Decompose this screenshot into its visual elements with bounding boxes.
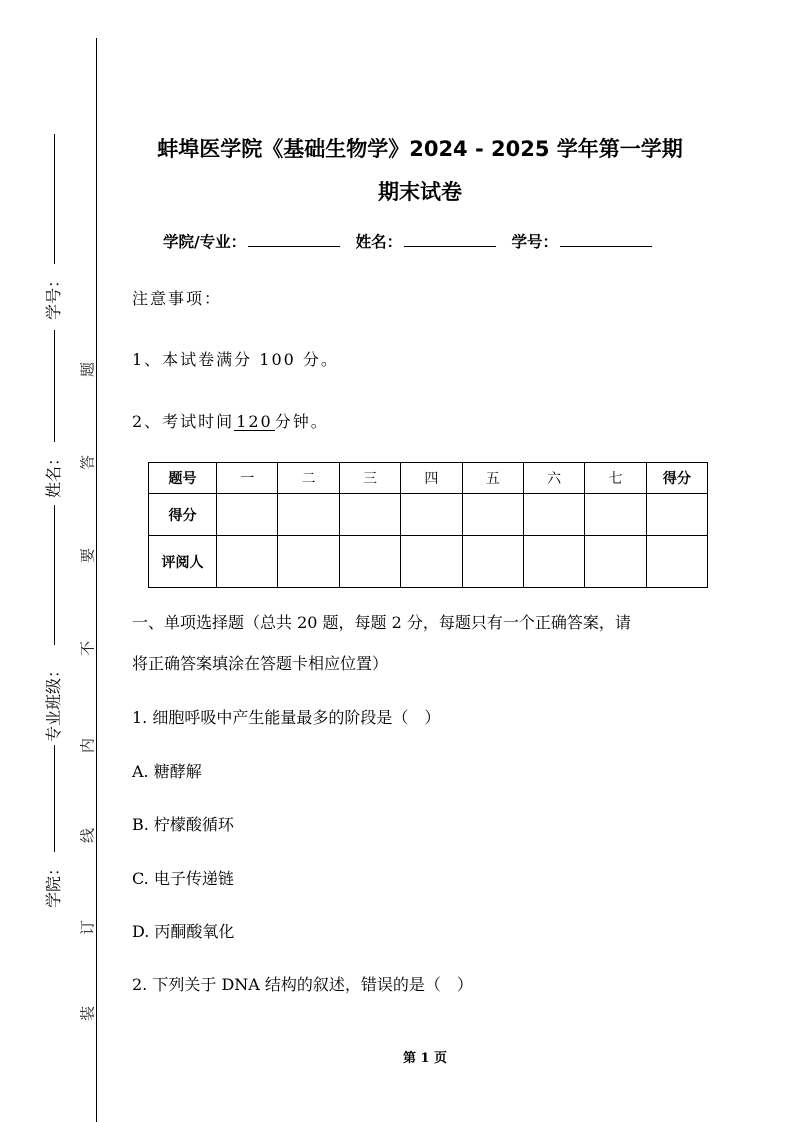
- grader-cell[interactable]: [646, 536, 707, 588]
- duration-suffix: 分钟。: [274, 412, 329, 431]
- seal-char: 不: [78, 641, 97, 657]
- binding-blank-line-2: [54, 330, 55, 442]
- header-cell: 三: [339, 463, 400, 494]
- score-cell[interactable]: [585, 494, 646, 536]
- seal-char: 要: [78, 548, 97, 564]
- binding-field-student-id: 学号：: [44, 272, 63, 321]
- duration-value: 120: [236, 412, 273, 431]
- exam-title-line1: 蚌埠医学院《基础生物学》2024 - 2025 学年第一学期: [157, 137, 683, 161]
- page-number: 第 1 页: [402, 1051, 448, 1066]
- student-info-row: [163, 230, 662, 252]
- option-a: A. 糖酵解: [132, 762, 202, 781]
- seal-char: 内: [78, 738, 97, 754]
- grader-cell[interactable]: [217, 536, 278, 588]
- grader-cell[interactable]: [339, 536, 400, 588]
- score-cell[interactable]: [462, 494, 523, 536]
- header-cell: 二: [278, 463, 339, 494]
- duration-prefix: 2、考试时间: [132, 412, 235, 431]
- section-heading-line2: 将正确答案填涂在答题卡相应位置）: [132, 654, 389, 673]
- question-stem: 2. 下列关于 DNA 结构的叙述，错误的是（ ）: [132, 975, 473, 994]
- binding-field-name: 姓名：: [44, 450, 63, 499]
- binding-blank-line-4: [54, 745, 55, 852]
- binding-blank-line-1: [54, 134, 55, 264]
- grader-cell[interactable]: [401, 536, 462, 588]
- header-cell: 七: [585, 463, 646, 494]
- exam-title-line2: 期末试卷: [378, 180, 462, 204]
- grader-cell[interactable]: [462, 536, 523, 588]
- notice-item-full-score: 1、本试卷满分 100 分。: [132, 350, 339, 369]
- header-cell: 一: [217, 463, 278, 494]
- seal-char: 订: [78, 920, 97, 936]
- grader-row: [149, 536, 708, 588]
- grader-cell[interactable]: [278, 536, 339, 588]
- binding-divider-line: [96, 38, 97, 1122]
- student-id-blank[interactable]: [560, 232, 652, 247]
- score-cell[interactable]: [523, 494, 584, 536]
- name-blank[interactable]: [404, 232, 496, 247]
- binding-blank-line-3: [54, 505, 55, 645]
- header-cell: 得分: [646, 463, 707, 494]
- row-label: 评阅人: [149, 536, 217, 588]
- grader-cell[interactable]: [585, 536, 646, 588]
- seal-char: 答: [78, 455, 97, 471]
- option-d: D. 丙酮酸氧化: [132, 922, 235, 941]
- notice-item-duration: [132, 409, 329, 432]
- score-cell[interactable]: [401, 494, 462, 536]
- college-major-label: 学院/专业：: [163, 233, 247, 251]
- score-cell[interactable]: [646, 494, 707, 536]
- score-cell[interactable]: [278, 494, 339, 536]
- row-label: 得分: [149, 494, 217, 536]
- score-table-header-row: [149, 463, 708, 494]
- grader-cell[interactable]: [523, 536, 584, 588]
- binding-field-college: 学院：: [44, 860, 63, 909]
- option-b: B. 柠檬酸循环: [132, 815, 234, 834]
- section-heading-line1: 一、单项选择题（总共 20 题，每题 2 分，每题只有一个正确答案，请: [132, 613, 631, 632]
- seal-char: 题: [78, 362, 97, 378]
- header-cell: 题号: [149, 463, 217, 494]
- notice-heading: 注意事项：: [132, 289, 223, 308]
- header-cell: 四: [401, 463, 462, 494]
- binding-field-major-class: 专业班级：: [44, 662, 63, 743]
- question-stem: 1. 细胞呼吸中产生能量最多的阶段是（ ）: [132, 708, 441, 727]
- student-id-label: 学号：: [511, 233, 559, 251]
- seal-char: 线: [78, 828, 97, 844]
- seal-char: 装: [78, 1006, 97, 1022]
- score-table: [148, 462, 708, 588]
- header-cell: 六: [523, 463, 584, 494]
- score-row: [149, 494, 708, 536]
- score-cell[interactable]: [217, 494, 278, 536]
- header-cell: 五: [462, 463, 523, 494]
- score-cell[interactable]: [339, 494, 400, 536]
- name-label: 姓名：: [355, 233, 403, 251]
- option-c: C. 电子传递链: [132, 869, 234, 888]
- college-major-blank[interactable]: [248, 232, 340, 247]
